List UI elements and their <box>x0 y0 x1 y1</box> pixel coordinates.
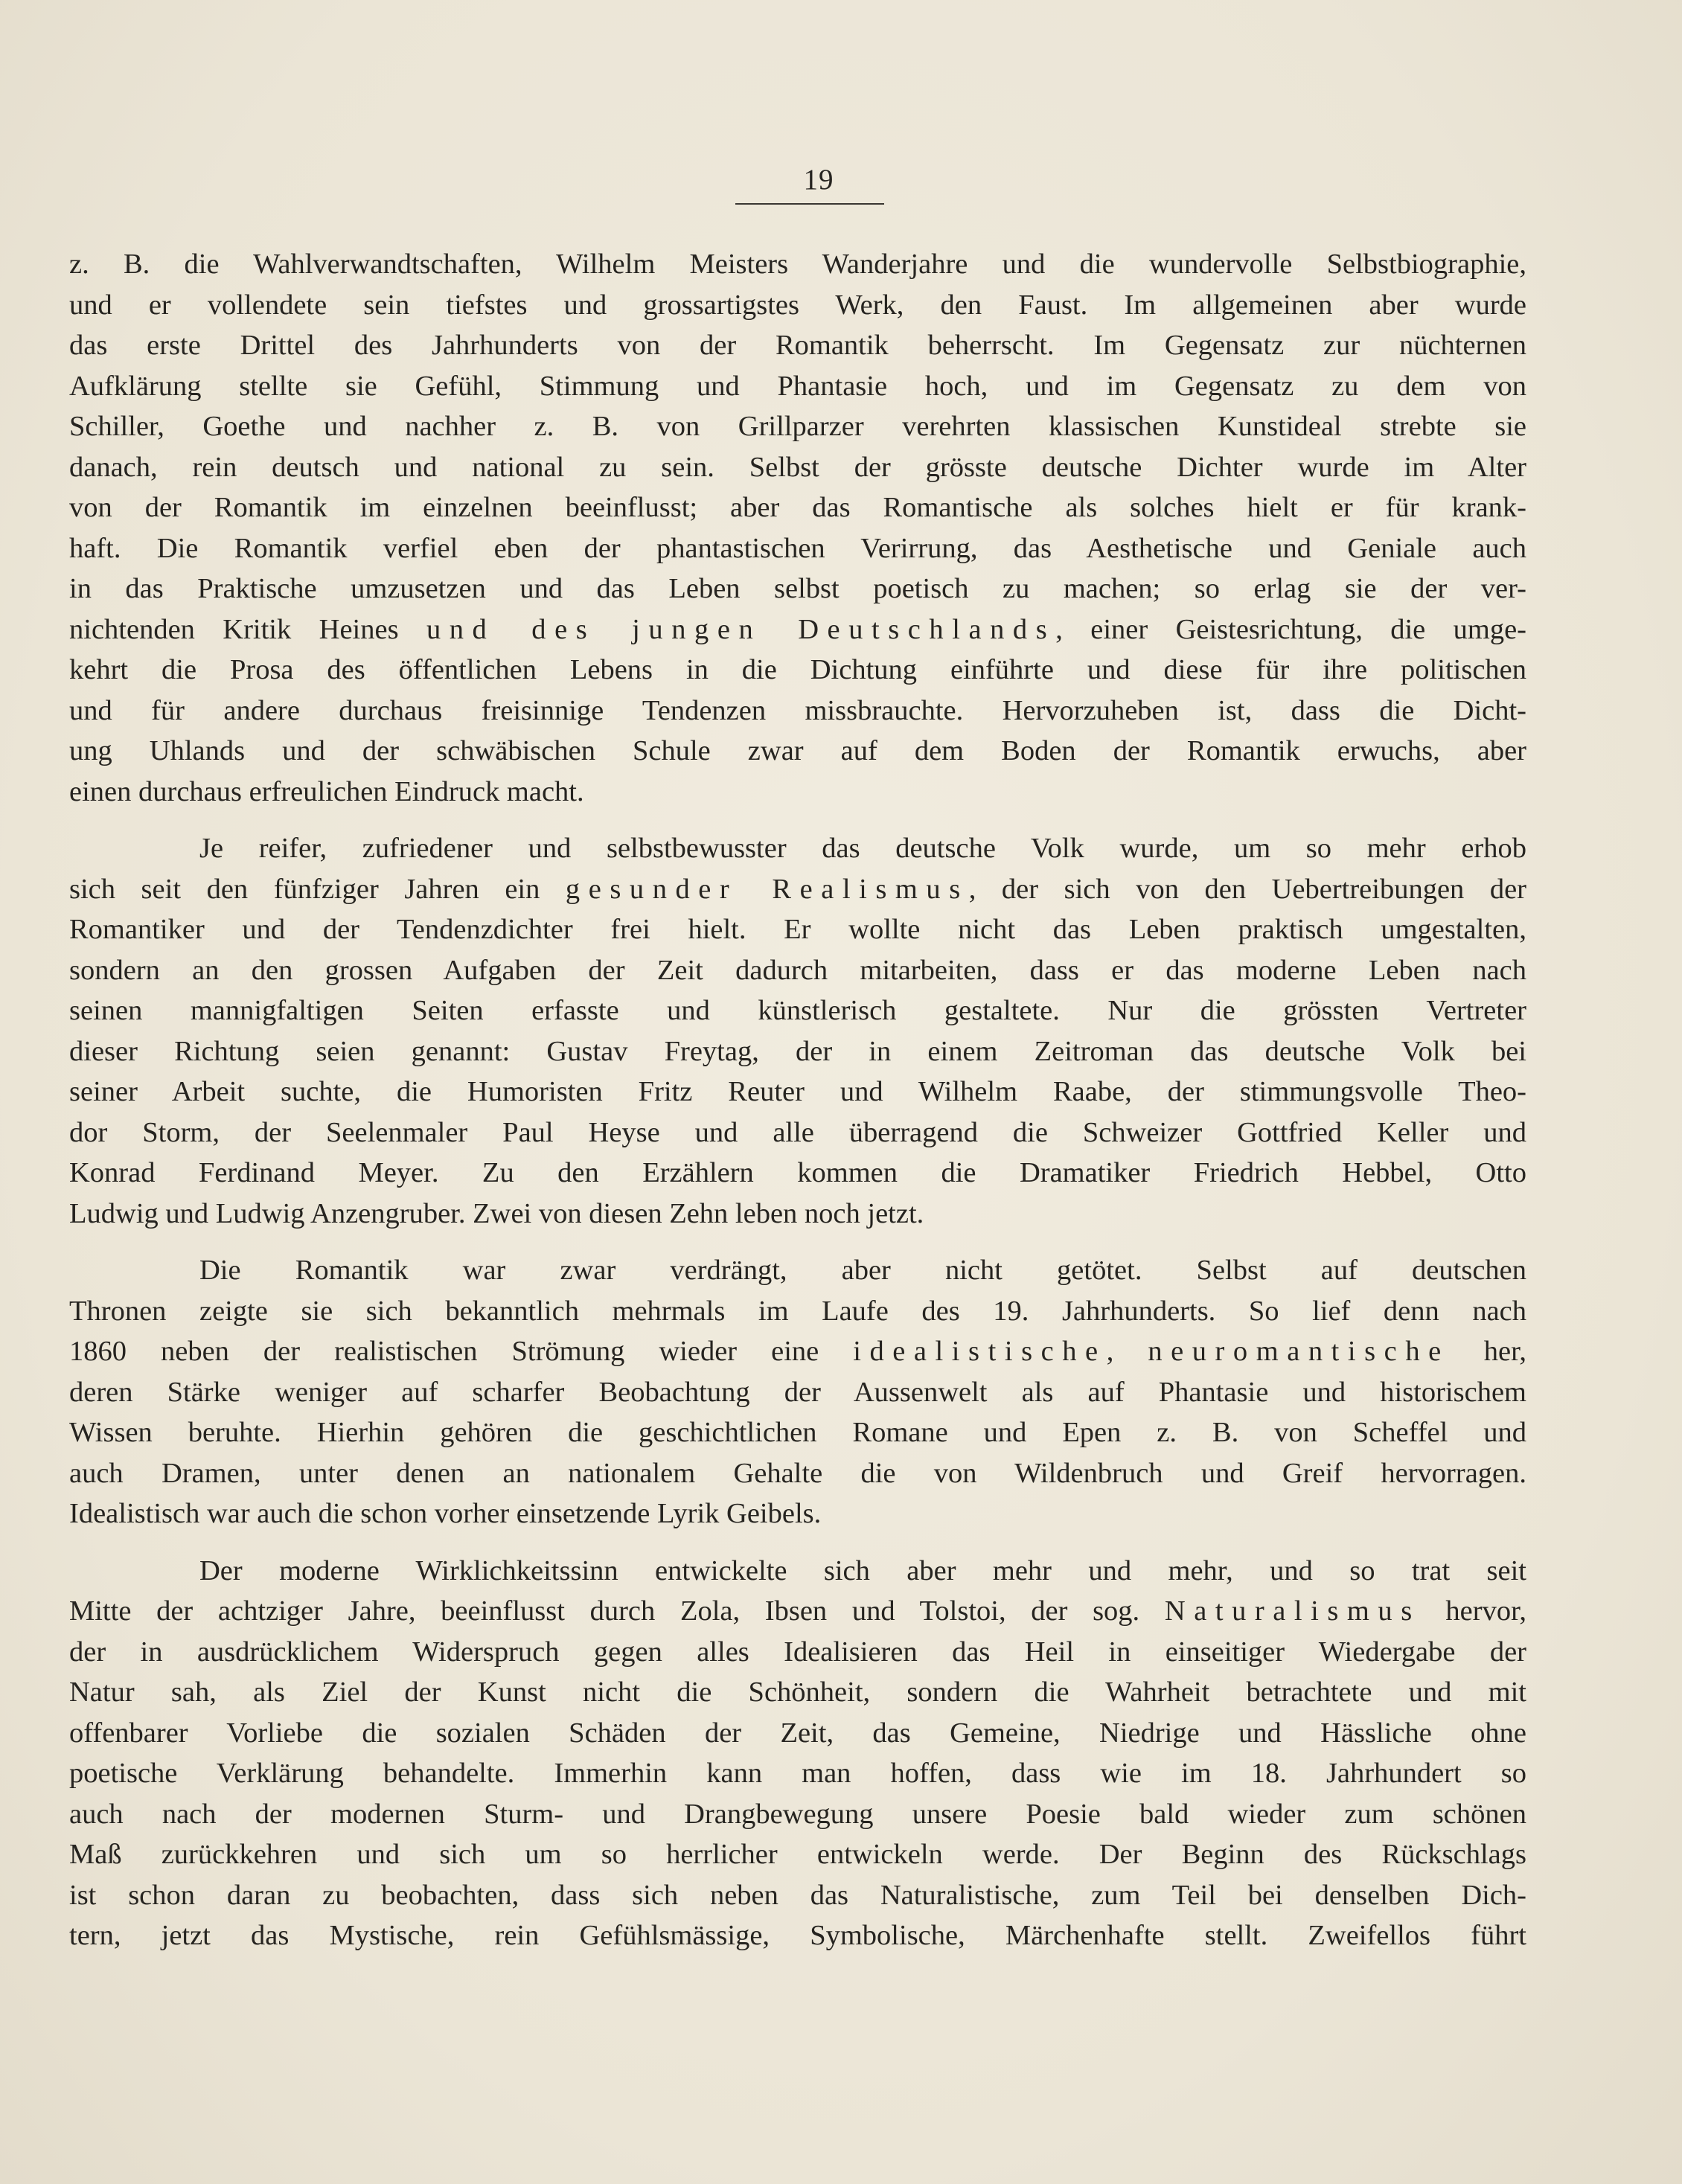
text-segment: seiner Arbeit suchte, die Humoristen Fritz Reuter und Wilhelm Raabe, der stimmungsvolle Theo- <box>69 1076 1526 1107</box>
text-segment: Konrad Ferdinand Meyer. Zu den Erzählern kommen die Dramatiker Friedrich Hebbel, Otto <box>69 1157 1526 1188</box>
text-segment: Thronen zeigte sie sich bekanntlich mehrmals im Laufe des 19. Jahrhunderts. So lief denn nach <box>69 1295 1526 1327</box>
text-line <box>69 1493 1526 1534</box>
text-segment: einen durchaus erfreulichen Eindruck macht. <box>69 775 584 807</box>
text-segment: Mitte der achtziger Jahre, beeinflusst durch Zola, Ibsen und Tolstoi, der sog. <box>69 1595 1165 1627</box>
text-segment: z. B. die Wahlverwandtschaften, Wilhelm Meisters Wanderjahre und die wundervolle Selbstbiographie, <box>69 249 1526 280</box>
text-segment: Romantiker und der Tendenzdichter frei hielt. Er wollte nicht das Leben praktisch umgestalten, <box>69 914 1526 945</box>
text-line <box>69 325 1526 366</box>
text-segment: offenbarer Vorliebe die sozialen Schäden der Zeit, das Gemeine, Niedrige und Hässliche ohne <box>69 1717 1526 1749</box>
text-segment: Der moderne Wirklichkeitssinn entwickelte sich aber mehr und mehr, und so trat seit <box>199 1554 1526 1586</box>
spaced-emphasis: und des jungen Deutschlands <box>426 613 1056 645</box>
text-line <box>69 1194 1526 1234</box>
text-line <box>69 1591 1526 1632</box>
text-segment: sich seit den fünfziger Jahren ein <box>69 873 566 905</box>
text-line <box>69 772 1526 813</box>
text-line <box>69 1551 1526 1592</box>
text-segment: auch Dramen, unter denen an nationalem Gehalte die von Wildenbruch und Greif hervorragen. <box>69 1457 1526 1489</box>
text-segment: Ludwig und Ludwig Anzengruber. Zwei von diesen Zehn leben noch jetzt. <box>69 1197 924 1229</box>
text-segment: Schiller, Goethe und nachher z. B. von Grillparzer verehrten klassischen Kunstideal strebte sie <box>69 411 1526 442</box>
text-segment: ist schon daran zu beobachten, dass sich neben das Naturalistische, zum Teil bei denselben Dich- <box>69 1879 1526 1911</box>
text-segment: tern, jetzt das Mystische, rein Gefühlsmässige, Symbolische, Märchenhafte stellt. Zweifellos führt <box>69 1920 1526 1951</box>
text-segment: Natur sah, als Ziel der Kunst nicht die Schönheit, sondern die Wahrheit betrachtete und mit <box>69 1677 1526 1708</box>
text-line <box>69 1372 1526 1413</box>
text-line <box>69 691 1526 731</box>
text-line <box>69 366 1526 407</box>
spaced-emphasis: idealistische <box>853 1336 1107 1367</box>
text-line <box>69 244 1526 285</box>
text-line <box>69 569 1526 609</box>
text-line <box>69 1291 1526 1332</box>
text-segment: seinen mannigfaltigen Seiten erfasste und künstlerisch gestaltete. Nur die grössten Vertreter <box>69 995 1526 1026</box>
text-segment: Wissen beruhte. Hierhin gehören die geschichtlichen Romane und Epen z. B. von Scheffel und <box>69 1417 1526 1448</box>
text-segment: sondern an den grossen Aufgaben der Zeit dadurch mitarbeiten, dass er das moderne Leben nach <box>69 954 1526 986</box>
text-line <box>69 1250 1526 1291</box>
text-line <box>69 1875 1526 1916</box>
text-segment: dor Storm, der Seelenmaler Paul Heyse und alle überragend die Schweizer Gottfried Keller und <box>69 1116 1526 1148</box>
text-line <box>69 990 1526 1031</box>
paragraph <box>69 1551 1526 1956</box>
page-number-rule <box>735 203 884 205</box>
spaced-emphasis: neuromantische <box>1148 1336 1450 1367</box>
text-segment: auch nach der modernen Sturm- und Drangbewegung unsere Poesie bald wieder zum schönen <box>69 1798 1526 1830</box>
text-segment: und er vollendete sein tiefstes und grossartigstes Werk, den Faust. Im allgemeinen aber wurde <box>69 289 1526 321</box>
text-segment: von der Romantik im einzelnen beeinflusst; aber das Romantische als solches hielt er für krank- <box>69 492 1526 523</box>
text-line <box>69 1331 1526 1372</box>
text-segment: her, <box>1449 1336 1527 1367</box>
text-line <box>69 1915 1526 1956</box>
text-segment: 1860 neben der realistischen Strömung wieder eine <box>69 1336 854 1367</box>
text-line <box>69 609 1526 650</box>
text-line <box>69 1794 1526 1835</box>
text-segment: danach, rein deutsch und national zu sein. Selbst der grösste deutsche Dichter wurde im Alter <box>69 451 1526 483</box>
text-line <box>69 1072 1526 1112</box>
text-line <box>69 1672 1526 1713</box>
text-segment: dieser Richtung seien genannt: Gustav Freytag, der in einem Zeitroman das deutsche Volk bei <box>69 1035 1526 1067</box>
text-line <box>69 828 1526 869</box>
text-line <box>69 650 1526 691</box>
text-line <box>69 1453 1526 1494</box>
text-line <box>69 1834 1526 1875</box>
spaced-emphasis: gesunder Realismus <box>565 873 969 905</box>
text-segment: , einer Geistesrichtung, die umge- <box>1055 613 1526 645</box>
text-line <box>69 869 1526 910</box>
text-segment: , der sich von den Uebertreibungen der <box>968 873 1526 905</box>
text-line <box>69 447 1526 488</box>
text-line <box>69 950 1526 991</box>
text-line <box>69 1031 1526 1072</box>
text-line <box>69 731 1526 772</box>
text-line <box>69 1153 1526 1194</box>
text-line <box>69 1753 1526 1794</box>
text-segment: Aufklärung stellte sie Gefühl, Stimmung und Phantasie hoch, und im Gegensatz zu dem von <box>69 370 1526 402</box>
text-line <box>69 1412 1526 1453</box>
text-segment: kehrt die Prosa des öffentlichen Lebens in die Dichtung einführte und diese für ihre politischen <box>69 654 1526 685</box>
text-segment: , <box>1106 1336 1148 1367</box>
text-line <box>69 1632 1526 1673</box>
text-line <box>69 528 1526 569</box>
text-segment: Maß zurückkehren und sich um so herrlicher entwickeln werde. Der Beginn des Rückschlags <box>69 1839 1526 1870</box>
text-segment: und für andere durchaus freisinnige Tendenzen missbrauchte. Hervorzuheben ist, dass die Dicht- <box>69 694 1526 726</box>
text-line <box>69 909 1526 950</box>
paragraph <box>69 244 1526 812</box>
text-line <box>69 285 1526 326</box>
text-segment: das erste Drittel des Jahrhunderts von der Romantik beherrscht. Im Gegensatz zur nüchternen <box>69 330 1526 361</box>
paragraph <box>69 1250 1526 1534</box>
text-line <box>69 406 1526 447</box>
text-segment: in das Praktische umzusetzen und das Leben selbst poetisch zu machen; so erlag sie der ver- <box>69 573 1526 604</box>
text-segment: hervor, <box>1420 1595 1526 1627</box>
text-segment: Je reifer, zufriedener und selbstbewusster das deutsche Volk wurde, um so mehr erhob <box>199 833 1526 864</box>
text-line <box>69 1112 1526 1153</box>
text-segment: haft. Die Romantik verfiel eben der phantastischen Verirrung, das Aesthetische und Geniale auch <box>69 532 1526 564</box>
text-segment: nichtenden Kritik Heines <box>69 613 426 645</box>
text-segment: ung Uhlands und der schwäbischen Schule zwar auf dem Boden der Romantik erwuchs, aber <box>69 735 1526 766</box>
page-number: 19 <box>803 164 834 196</box>
text-segment: Die Romantik war zwar verdrängt, aber nicht getötet. Selbst auf deutschen <box>199 1255 1526 1286</box>
spaced-emphasis: Naturalismus <box>1164 1595 1421 1627</box>
body-text <box>69 244 1526 1956</box>
text-line <box>69 1713 1526 1754</box>
text-segment: Idealistisch war auch die schon vorher einsetzende Lyrik Geibels. <box>69 1498 822 1529</box>
text-line <box>69 487 1526 528</box>
text-segment: deren Stärke weniger auf scharfer Beobachtung der Aussenwelt als auf Phantasie und historischem <box>69 1376 1526 1408</box>
text-segment: poetische Verklärung behandelte. Immerhin kann man hoffen, dass wie im 18. Jahrhundert so <box>69 1758 1526 1789</box>
text-segment: der in ausdrücklichem Widerspruch gegen alles Idealisieren das Heil in einseitiger Wiedergabe der <box>69 1636 1526 1668</box>
paragraph <box>69 828 1526 1234</box>
